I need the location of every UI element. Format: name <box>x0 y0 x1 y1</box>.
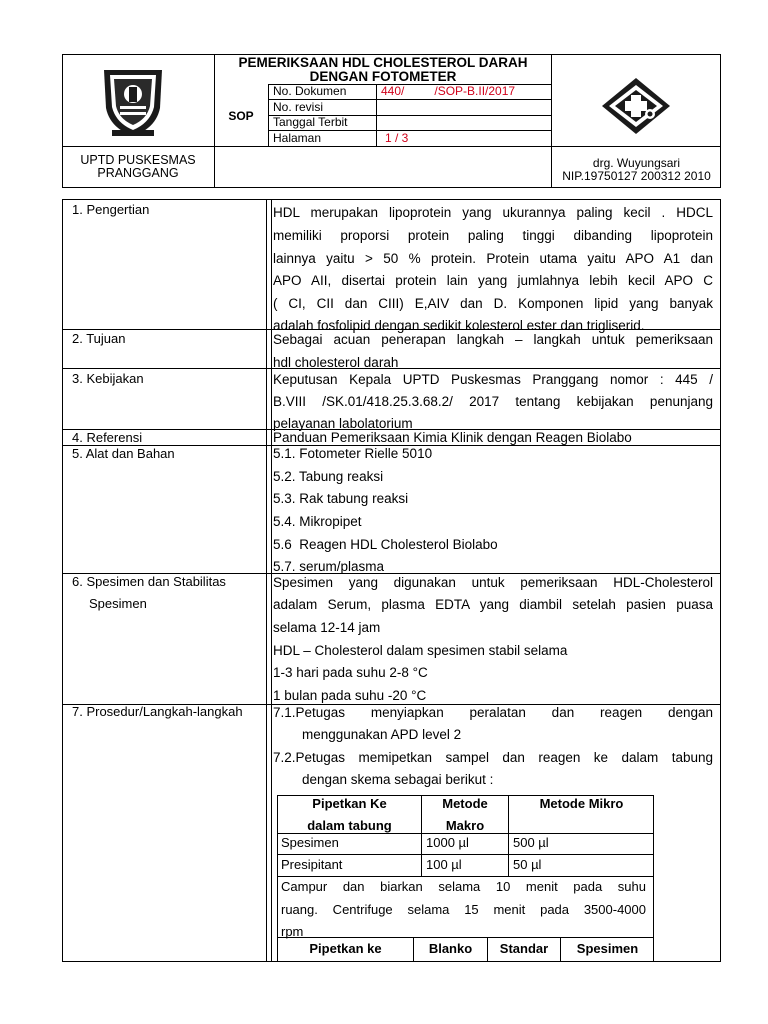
section-label-kebijakan: 3. Kebijakan <box>72 371 144 386</box>
section-text-line: Panduan Pemeriksaan Kimia Klinik dengan Reagen Biolabo <box>273 430 632 445</box>
section-text-line: 5.7. serum/plasma <box>273 559 385 574</box>
section-label-prosedur: 7. Prosedur/Langkah-langkah <box>72 704 243 719</box>
pipet-header2-standard: Standar <box>499 941 549 956</box>
section-text-line: HDL – Cholesterol dalam spesimen stabil selama <box>273 643 568 658</box>
meta-label-page: Halaman <box>273 131 322 145</box>
section-label-spesimen-line2: Spesimen <box>89 596 147 611</box>
section-text-line: 7.2.Petugas memipetkan sampel dan reagen ke dalam tabung <box>273 750 713 765</box>
pipet-header-micro: Metode Mikro <box>539 796 624 811</box>
section-label-tujuan: 2. Tujuan <box>72 331 126 346</box>
section-text-line: Keputusan Kepala UPTD Puskesmas Pranggang nomor : 445 / <box>273 372 713 387</box>
pipet-cell: 50 µl <box>513 857 542 872</box>
section-text-line: 5.4. Mikropipet <box>273 514 362 529</box>
signer-nip: NIP.19750127 200312 2010 <box>562 169 711 183</box>
pipet-note-line: Campur dan biarkan selama 10 menit pada suhu <box>281 879 646 894</box>
section-text-line: 5.6 Reagen HDL Cholesterol Biolabo <box>273 537 498 552</box>
signer-name: drg. Wuyungsari <box>592 156 681 170</box>
section-text-line: B.VIII /SK.01/418.25.3.68.2/ 2017 tentang kebijakan penunjang <box>273 394 713 409</box>
section-text-line: 1 bulan pada suhu -20 °C <box>273 688 427 703</box>
puskesmas-logo-icon <box>598 76 674 136</box>
pipet-cell: 100 µl <box>426 857 462 872</box>
meta-value-doc: 440/ /SOP-B.II/2017 <box>381 84 516 98</box>
section-text-line: adalam Serum, plasma EDTA yang diambil setelah pasien puasa <box>273 597 713 612</box>
pipet-header-item-line2: dalam tabung <box>307 818 392 833</box>
pipet-cell: Presipitant <box>281 857 343 872</box>
document-title-line2: DENGAN FOTOMETER <box>309 69 457 84</box>
section-text-line: 5.1. Fotometer Rielle 5010 <box>273 446 433 461</box>
section-text-line: 5.2. Tabung reaksi <box>273 469 384 484</box>
sop-label: SOP <box>228 109 254 123</box>
pipet-header2-specimen: Spesimen <box>576 941 639 956</box>
section-text-line: hdl cholesterol darah <box>273 355 399 370</box>
section-text-line: selama 12-14 jam <box>273 620 381 635</box>
meta-label-date: Tanggal Terbit <box>273 115 348 129</box>
section-label-pengertian: 1. Pengertian <box>72 202 150 217</box>
pipet-cell: 1000 µl <box>426 835 469 850</box>
meta-label-doc: No. Dokumen <box>273 84 347 98</box>
section-text-line: 7.1.Petugas menyiapkan peralatan dan reagen dengan <box>273 705 713 720</box>
section-label-referensi: 4. Referensi <box>72 430 143 445</box>
org-name-line2: PRANGGANG <box>97 166 179 180</box>
regency-crest-icon <box>98 64 168 138</box>
section-text-line: Spesimen yang digunakan untuk pemeriksaan HDL-Cholesterol <box>273 575 713 590</box>
section-text-line: ( CI, CII dan CIII) E,AIV dan D. Komponen lipid yang banyak <box>273 296 713 311</box>
document-title-line1: PEMERIKSAAN HDL CHOLESTEROL DARAH <box>238 55 528 70</box>
section-text-line: HDL merupakan lipoprotein yang ukurannya paling kecil . HDCL <box>273 205 713 220</box>
section-text-line: APO AII, disertai protein lain yang jumlahnya lebih kecil APO C <box>273 273 713 288</box>
pipet-header-macro: Metode <box>442 796 488 811</box>
section-text-line: Sebagai acuan penerapan langkah – langkah untuk pemeriksaan <box>273 332 713 347</box>
pipet-header2-item: Pipetkan ke <box>309 941 382 956</box>
section-text-line: dengan skema sebagai berikut : <box>302 772 494 787</box>
pipet-header-macro-line2: Makro <box>445 818 485 833</box>
org-name-line1: UPTD PUSKESMAS <box>80 153 196 167</box>
section-text-line: 1-3 hari pada suhu 2-8 °C <box>273 665 428 680</box>
section-text-line: pelayanan labolatorium <box>273 416 413 431</box>
section-label-spesimen: 6. Spesimen dan Stabilitas <box>72 574 226 589</box>
pipet-note-line: rpm <box>281 924 304 939</box>
section-text-line: memiliki proporsi protein paling tinggi dibanding lipoprotein <box>273 228 713 243</box>
pipet-note-line: ruang. Centrifuge selama 15 menit pada 3500-4000 <box>281 902 646 917</box>
section-text-line: 5.3. Rak tabung reaksi <box>273 491 409 506</box>
meta-value-page: 1 / 3 <box>385 131 409 145</box>
section-label-alat-bahan: 5. Alat dan Bahan <box>72 446 175 461</box>
section-text-line: menggunakan APD level 2 <box>302 727 462 742</box>
pipet-cell: 500 µl <box>513 835 549 850</box>
pipet-header-item: Pipetkan Ke <box>312 796 387 811</box>
section-text-line: adalah fosfolipid dengan sedikit kolesterol ester dan trigliserid. <box>273 318 645 333</box>
pipet-cell: Spesimen <box>281 835 339 850</box>
meta-label-revision: No. revisi <box>273 100 324 114</box>
section-text-line: lainnya yaitu > 50 % protein. Protein utama yaitu APO A1 dan <box>273 251 713 266</box>
pipet-header2-blank: Blanko <box>428 941 473 956</box>
